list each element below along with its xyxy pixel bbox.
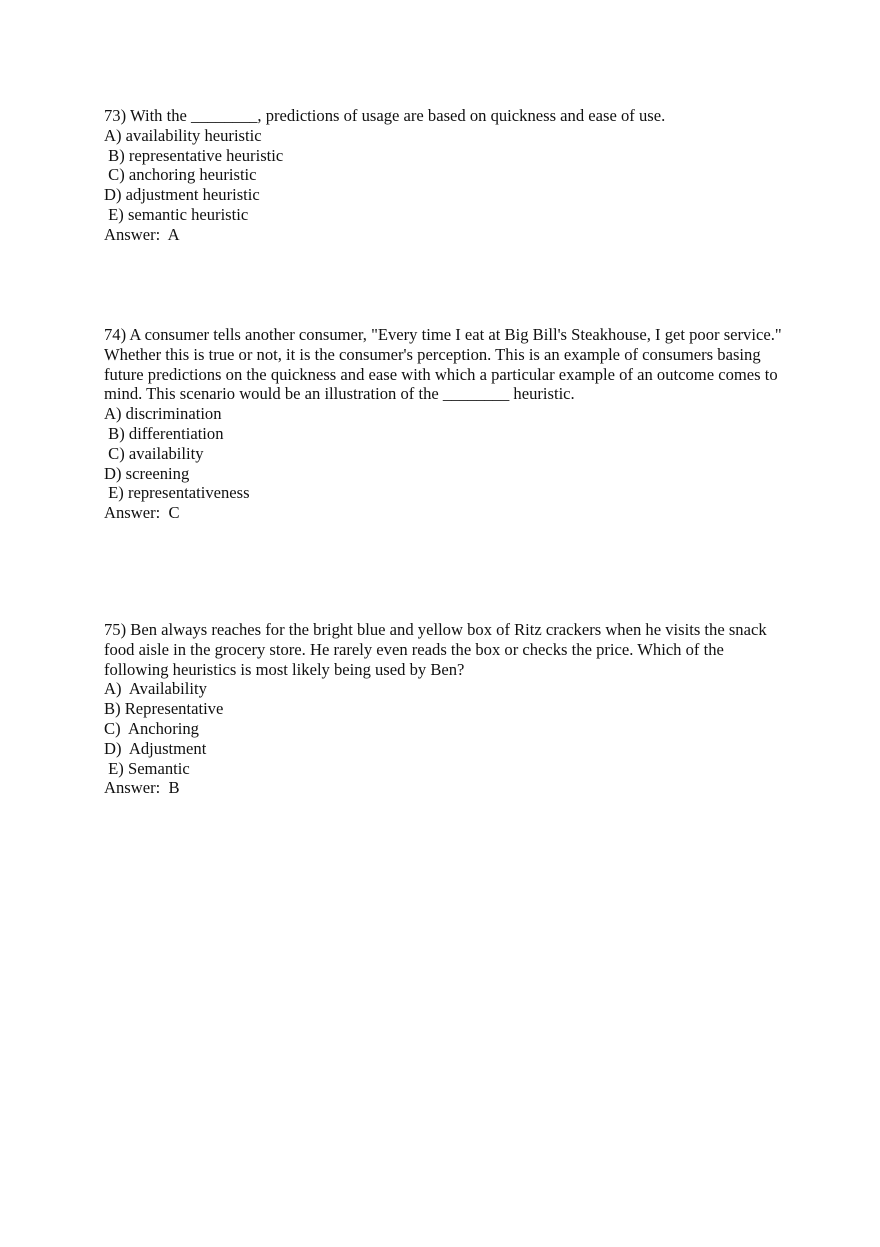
option-e: E) semantic heuristic [104, 204, 249, 224]
option-b: B) differentiation [104, 423, 224, 443]
question-stem: 74) A consumer tells another consumer, "Every time I eat at Big Bill's Steakhouse, I get poor service." Whether this is true or not, it is the consumer's perception. This is an example of consumers basing future predictions on the quickness and ease with which a particular example of an outcome comes to mind. This scenario would be an illustration of the ________ heuristic. [104, 325, 782, 404]
option-e: E) Semantic [104, 758, 190, 778]
answer-line: Answer: B [104, 778, 180, 798]
answer-line: Answer: A [104, 224, 180, 244]
option-b: B) representative heuristic [104, 145, 284, 165]
option-d: D) screening [104, 463, 190, 483]
option-c: C) anchoring heuristic [104, 165, 257, 185]
option-c: C) Anchoring [104, 718, 199, 738]
question-73 [104, 106, 784, 245]
option-d: D) adjustment heuristic [104, 185, 260, 205]
answer-line: Answer: C [104, 503, 180, 523]
option-b: B) Representative [104, 699, 224, 719]
option-e: E) representativeness [104, 483, 250, 503]
option-d: D) Adjustment [104, 738, 207, 758]
question-74 [104, 325, 784, 523]
option-a: A) Availability [104, 679, 207, 699]
question-stem: 75) Ben always reaches for the bright blue and yellow box of Ritz crackers when he visits the snack food aisle in the grocery store. He rarely even reads the box or checks the price. Which of the following heuristics is most likely being used by Ben? [104, 620, 767, 679]
option-c: C) availability [104, 443, 204, 463]
option-a: A) discrimination [104, 404, 222, 424]
option-a: A) availability heuristic [104, 125, 262, 145]
question-stem: 73) With the ________, predictions of usage are based on quickness and ease of use. [104, 106, 666, 125]
question-75 [104, 620, 784, 798]
